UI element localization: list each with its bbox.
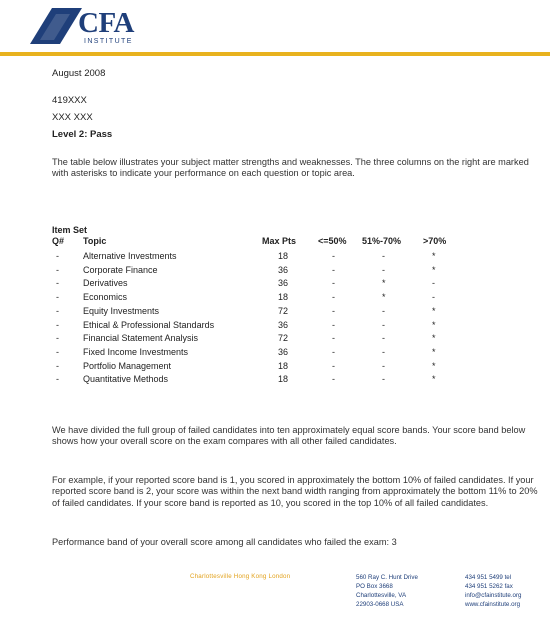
address-line: 560 Ray C. Hunt Drive <box>356 574 418 581</box>
table-row <box>52 291 452 305</box>
cell-hi: * <box>432 264 436 275</box>
bands-paragraph-2: For example, if your reported score band is 1, you scored in approximately the bottom 10% of failed candidates. If your reported score band is 2, your score was within the next band width ranging from approximately the bottom 11% to 20% of failed candidates. If your score band is reported as 10, you scored in the top 10% of all failed candidates. <box>52 475 538 508</box>
cell-hi: - <box>432 292 435 303</box>
cell-max: 36 <box>278 346 289 357</box>
cell-max: 36 <box>278 319 289 330</box>
cell-lo: - <box>332 292 335 303</box>
table-row <box>52 346 452 360</box>
performance-band: Performance band of your overall score among all candidates who failed the exam: 3 <box>52 537 397 547</box>
cell-lo: - <box>332 278 335 289</box>
address-line: Charlottesville, VA <box>356 592 407 599</box>
cell-lo: - <box>332 251 335 261</box>
cell-topic: Fixed Income Investments <box>83 346 189 357</box>
cell-lo: - <box>332 319 335 330</box>
cell-topic: Portfolio Management <box>83 360 172 371</box>
cell-mid: * <box>382 292 386 303</box>
cell-lo: - <box>332 333 335 344</box>
candidate-name: XXX XXX <box>52 112 93 123</box>
cell-max: 18 <box>278 360 289 371</box>
cell-topic: Economics <box>83 292 128 303</box>
letter-date: August 2008 <box>52 68 106 79</box>
cell-topic: Derivatives <box>83 278 128 289</box>
cell-hi: * <box>432 346 436 357</box>
logo-subtitle: INSTITUTE <box>84 38 133 45</box>
table-row <box>52 319 452 333</box>
cell-lo: - <box>332 264 335 275</box>
cell-mid: - <box>382 374 385 385</box>
cell-lo: - <box>332 360 335 371</box>
contact-fax: 434 951 5262 fax <box>465 583 513 590</box>
col-header-lo: <=50% <box>318 236 347 246</box>
cell-mid: - <box>382 264 385 275</box>
table-row <box>52 360 452 374</box>
cell-q: - <box>56 319 59 330</box>
cell-hi: - <box>432 278 435 289</box>
table-row <box>52 373 452 387</box>
cell-topic: Corporate Finance <box>83 264 158 275</box>
cell-max: 36 <box>278 278 289 289</box>
col-header-max: Max Pts <box>262 236 297 246</box>
cell-mid: - <box>382 333 385 344</box>
cell-hi: * <box>432 319 436 330</box>
cfa-institute-logo <box>30 6 134 50</box>
contact-phone: 434 951 5499 tel <box>465 574 512 581</box>
cell-max: 18 <box>278 374 289 385</box>
cell-mid: - <box>382 251 385 261</box>
cell-mid: - <box>382 305 385 316</box>
cell-max: 72 <box>278 305 289 316</box>
cell-topic: Quantitative Methods <box>83 374 169 385</box>
cell-max: 18 <box>278 251 289 261</box>
level-result: Level 2: Pass <box>52 129 113 140</box>
table-row <box>52 250 452 264</box>
table-row <box>52 277 452 291</box>
cell-mid: - <box>382 319 385 330</box>
address-line: PO Box 3668 <box>356 583 393 590</box>
cell-q: - <box>56 346 59 357</box>
cell-q: - <box>56 292 59 303</box>
footer-contact <box>465 573 522 609</box>
cell-topic: Financial Statement Analysis <box>83 333 199 344</box>
cell-q: - <box>56 374 59 385</box>
contact-email-link[interactable]: info@cfainstitute.org <box>465 592 522 599</box>
cell-max: 72 <box>278 333 289 344</box>
cell-q: - <box>56 333 59 344</box>
cell-lo: - <box>332 305 335 316</box>
col-header-mid: 51%-70% <box>362 236 402 246</box>
cell-topic: Alternative Investments <box>83 251 177 261</box>
intro-paragraph: The table below illustrates your subject matter strengths and weaknesses. The three columns on the right are marked with asterisks to indicate your performance on each question or topic area. <box>52 157 529 179</box>
cell-topic: Ethical & Professional Standards <box>83 319 215 330</box>
cell-q: - <box>56 305 59 316</box>
col-header-topic: Topic <box>83 236 107 246</box>
cell-max: 18 <box>278 292 289 303</box>
cell-lo: - <box>332 374 335 385</box>
footer-address <box>356 573 418 609</box>
cell-hi: * <box>432 333 436 344</box>
header-rule <box>0 52 550 56</box>
cell-topic: Equity Investments <box>83 305 160 316</box>
cell-mid: - <box>382 346 385 357</box>
table-row <box>52 305 452 319</box>
bands-paragraph-1: We have divided the full group of failed candidates into ten approximately equal score bands. Your score band below shows how your overall score on the exam compares with all other failed candidates. <box>52 425 526 447</box>
address-line: 22903-0668 USA <box>356 601 404 608</box>
cell-q: - <box>56 360 59 371</box>
footer-cities: Charlottesville Hong Kong London <box>190 573 291 580</box>
cell-lo: - <box>332 346 335 357</box>
col-header-q: Q# <box>52 236 65 246</box>
cell-hi: * <box>432 251 436 261</box>
cell-mid: - <box>382 360 385 371</box>
cell-hi: * <box>432 305 436 316</box>
contact-website-link[interactable]: www.cfainstitute.org <box>465 601 521 608</box>
cell-max: 36 <box>278 264 289 275</box>
table-row <box>52 332 452 346</box>
cell-hi: * <box>432 374 436 385</box>
cell-hi: * <box>432 360 436 371</box>
table-row <box>52 264 452 278</box>
cell-q: - <box>56 251 59 261</box>
cell-q: - <box>56 278 59 289</box>
candidate-id: 419XXX <box>52 95 87 106</box>
cell-mid: * <box>382 278 386 289</box>
cell-q: - <box>56 264 59 275</box>
table-title: Item Set <box>52 225 88 235</box>
col-header-hi: >70% <box>423 236 447 246</box>
logo-letters: CFA <box>78 7 134 39</box>
